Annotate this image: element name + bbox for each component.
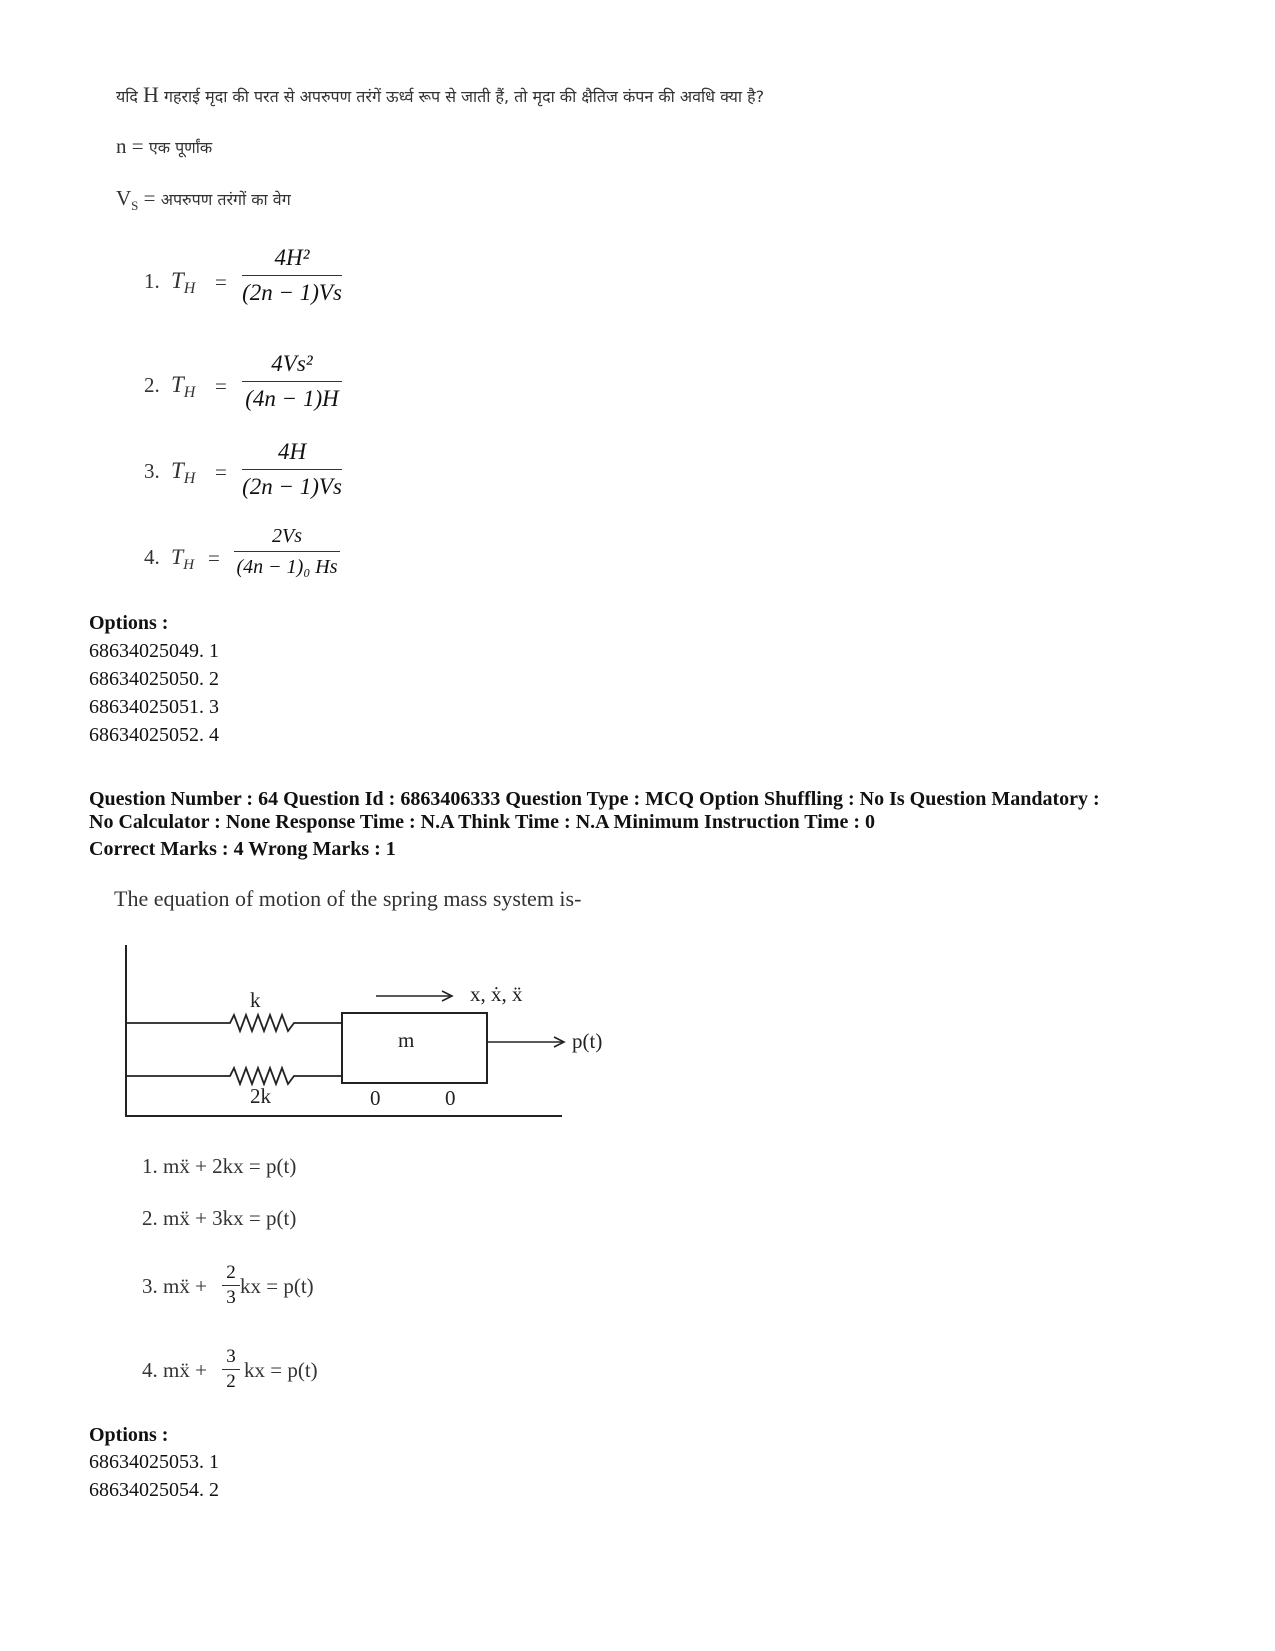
q64-choice-4-bar (222, 1369, 240, 1370)
q63-choice-4-lhs-sub: H (183, 557, 195, 574)
q63-choice-2-numerator: 4Vs² (271, 351, 313, 376)
mass-label: m (398, 1028, 415, 1052)
q63-choice-4-lhs: T (171, 544, 184, 569)
q64-choice-2: 2. mẍ + 3kx = p(t) (142, 1206, 297, 1230)
q63-choice-2-label: 2. (144, 373, 160, 397)
spring-top-label: k (250, 988, 261, 1012)
q63-def-vs-symbol: V (116, 186, 132, 210)
mass-block (342, 1013, 487, 1083)
q64-choice-4-fraction (222, 1346, 240, 1393)
q63-choice-2-fraction (242, 350, 342, 413)
q63-choice-4 (144, 544, 194, 574)
q63-def-n-text: एक पूर्णांक (148, 138, 213, 157)
q63-choice-4-eq: = (208, 546, 220, 570)
q63-choice-3-fraction (242, 438, 342, 501)
q63-choice-3-denominator: (2n − 1)Vs (242, 474, 342, 499)
q63-option-4: 68634025052. 4 (89, 724, 219, 746)
q64-choice-3-pre: 3. mẍ + (142, 1274, 207, 1298)
q63-choice-2 (144, 372, 195, 402)
q63-option-3: 68634025051. 3 (89, 696, 219, 718)
spring-mass-diagram (110, 935, 630, 1125)
q64-choice-3-numerator: 2 (226, 1262, 236, 1283)
q63-def-vs-text: अपरुपण तरंगों का वेग (160, 190, 291, 209)
q63-choice-1-fraction (242, 244, 342, 307)
q64-choice-4-pre: 4. mẍ + (142, 1358, 207, 1382)
q63-choice-1-label: 1. (144, 269, 160, 293)
q63-choice-1-lhs-sub: H (183, 280, 196, 298)
q63-choice-4-bar (234, 551, 340, 552)
q63-choice-4-fraction (234, 524, 340, 579)
wheel-right: 0 (445, 1086, 456, 1110)
q63-stem-post: गहराई मृदा की परत से अपरुपण तरंगें ऊर्ध्व रूप से जाती हैं, तो मृदा की क्षैतिज कंपन की अवधि क्या है? (158, 87, 765, 106)
q63-choice-2-lhs: T (171, 372, 184, 397)
q64-choice-3-post: kx = p(t) (240, 1274, 314, 1298)
q63-choice-1-eq: = (215, 270, 227, 294)
q63-choice-3-lhs-sub: H (183, 470, 196, 488)
q63-def-vs (116, 186, 291, 214)
q64-choice-3-denominator: 3 (226, 1287, 236, 1308)
q64-marks: Correct Marks : 4 Wrong Marks : 1 (89, 838, 396, 860)
q64-choice-3-fraction (222, 1262, 240, 1309)
q63-choice-4-label: 4. (144, 545, 160, 569)
q64-choice-4-post: kx = p(t) (244, 1358, 318, 1382)
q64-choice-1: 1. mẍ + 2kx = p(t) (142, 1154, 297, 1178)
spring-bottom-label: 2k (250, 1084, 271, 1108)
q63-def-n-symbol: n = (116, 134, 149, 158)
q64-option-1: 68634025053. 1 (89, 1451, 219, 1473)
q63-choice-4-numerator: 2Vs (272, 525, 302, 547)
q63-choice-2-bar (242, 381, 342, 382)
q63-choice-2-lhs-sub: H (183, 384, 196, 402)
q63-def-vs-sub: S (131, 197, 139, 213)
q63-choice-2-eq: = (215, 374, 227, 398)
q63-choice-1-denominator: (2n − 1)Vs (242, 280, 342, 305)
q63-choice-3-numerator: 4H (277, 439, 307, 464)
q63-def-n (116, 134, 212, 159)
q63-choice-1-numerator: 4H² (274, 245, 310, 270)
q63-choice-3 (144, 458, 195, 488)
spring-top (126, 1015, 342, 1031)
spring-bottom (126, 1068, 342, 1084)
q64-options-heading: Options : (89, 1424, 169, 1446)
q63-choice-2-denominator: (4n − 1)H (245, 386, 339, 411)
q64-meta-line-2: No Calculator : None Response Time : N.A Think Time : N.A Minimum Instruction Time : 0 (89, 811, 875, 833)
q63-choice-1-lhs: T (171, 268, 184, 293)
q63-choice-1-bar (242, 275, 342, 276)
q63-choice-3-eq: = (215, 460, 227, 484)
q63-stem (116, 82, 764, 108)
q64-stem: The equation of motion of the spring mass system is- (114, 886, 582, 911)
q64-choice-4 (142, 1358, 207, 1383)
wheel-left: 0 (370, 1086, 381, 1110)
q63-choice-3-lhs: T (171, 458, 184, 483)
q63-options-heading: Options : (89, 612, 169, 634)
q64-option-2: 68634025054. 2 (89, 1479, 219, 1501)
q63-option-1: 68634025049. 1 (89, 640, 219, 662)
q64-choice-3-bar (222, 1285, 240, 1286)
q63-stem-depth: H (143, 82, 159, 107)
q64-choice-3 (142, 1274, 207, 1299)
q63-choice-3-bar (242, 469, 342, 470)
q63-stem-pre: यदि (116, 87, 144, 106)
q63-option-2: 68634025050. 2 (89, 668, 219, 690)
q64-meta-line-1: Question Number : 64 Question Id : 6863406333 Question Type : MCQ Option Shuffling : No Is Question Mandatory : (89, 788, 1100, 810)
q63-def-vs-eq: = (138, 186, 161, 210)
q63-choice-3-label: 3. (144, 459, 160, 483)
q63-choice-4-denominator: (4n − 1)₀ Hs (236, 556, 338, 578)
q63-choice-1 (144, 268, 195, 298)
force-label: p(t) (572, 1029, 603, 1053)
q64-choice-4-denominator: 2 (226, 1371, 236, 1392)
motion-label: x, ẋ, ẍ (470, 982, 523, 1006)
q64-choice-4-numerator: 3 (226, 1346, 236, 1367)
